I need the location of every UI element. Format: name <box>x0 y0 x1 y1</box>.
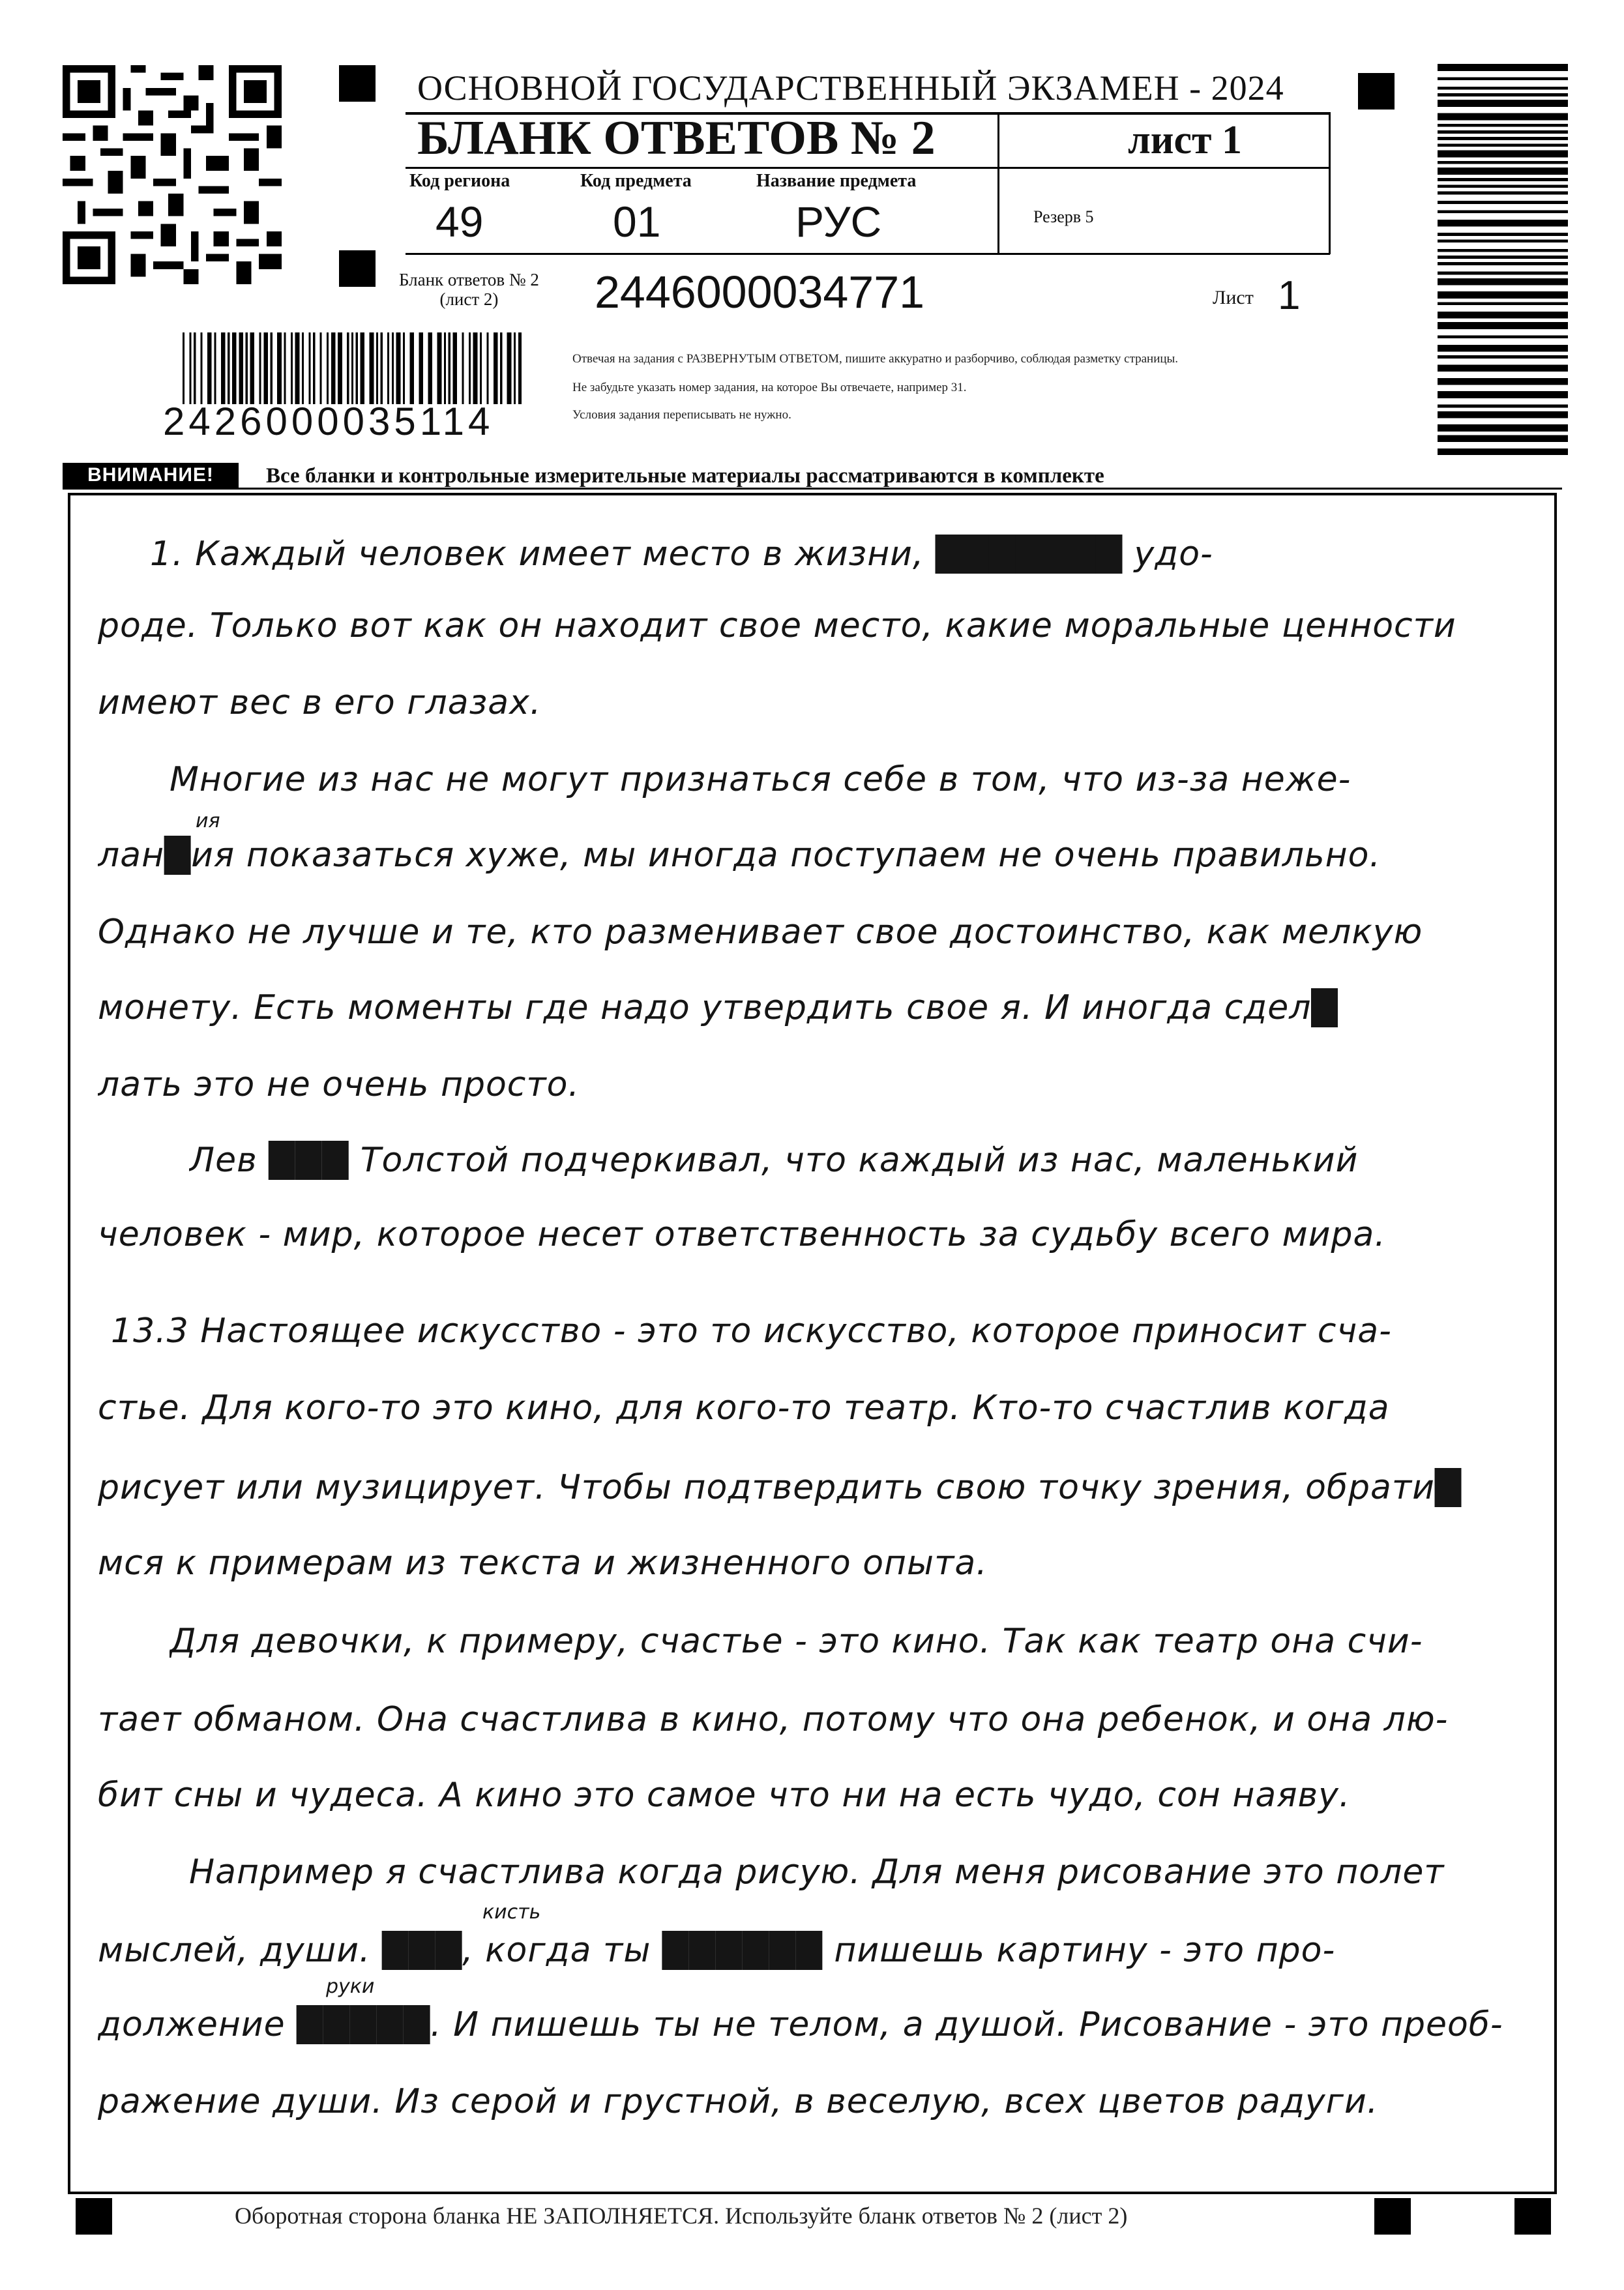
registration-marker-bottom-left <box>76 2198 112 2235</box>
warning-text: Все бланки и контрольные измерительные материалы рассматриваются в комплекте <box>266 464 1104 488</box>
subject-name-label: Название предмета <box>756 171 917 191</box>
handwritten-line: мыслей, души. ███, когда ты ██████ пишешь картину - это про- <box>98 1931 1336 1970</box>
form-title: БЛАНК ОТВЕТОВ № 2 <box>417 111 936 165</box>
blank-label <box>399 270 539 309</box>
handwritten-correction: руки <box>326 1975 375 1998</box>
handwritten-correction: ия <box>196 810 220 832</box>
header-divider-vertical <box>997 112 999 254</box>
blank-number: 2446000034771 <box>595 267 925 317</box>
handwritten-line: тает обманом. Она счастлива в кино, потому что она ребенок, и она лю- <box>98 1700 1449 1739</box>
region-code-value: 49 <box>436 198 484 246</box>
subject-code-label: Код предмета <box>580 171 692 191</box>
region-code-label: Код региона <box>409 171 510 191</box>
handwritten-line: Однако не лучше и те, кто разменивает свое достоинство, как мелкую <box>98 913 1423 952</box>
list-number: 1 <box>1278 273 1301 318</box>
warning-underline <box>63 488 1562 490</box>
handwritten-line: лать это не очень просто. <box>98 1065 580 1104</box>
registration-marker-mid-left <box>339 250 376 287</box>
barcode-icon <box>183 332 522 404</box>
registration-marker-top-left <box>339 65 376 102</box>
handwritten-line: лан█ия показаться хуже, мы иногда поступаем не очень правильно. <box>98 836 1381 875</box>
subject-code-value: 01 <box>613 198 661 246</box>
handwritten-line: ражение души. Из серой и грустной, в веселую, всех цветов радуги. <box>98 2082 1379 2121</box>
header-box-bottom <box>406 253 1330 255</box>
header-divider-horizontal <box>406 167 1330 169</box>
handwritten-line: монету. Есть моменты где надо утвердить свое я. И иногда сдел█ <box>98 988 1338 1027</box>
registration-marker-bottom-mid <box>1374 2198 1411 2235</box>
subject-name-value: РУС <box>795 198 882 246</box>
handwritten-line: человек - мир, которое несет ответственность за судьбу всего мира. <box>98 1215 1386 1254</box>
side-barcode-icon <box>1438 64 1568 455</box>
list-label: Лист <box>1213 287 1254 308</box>
header-box-right <box>1329 112 1331 254</box>
registration-marker-top-right <box>1358 73 1395 110</box>
handwritten-line: должение █████. И пишешь ты не телом, а душой. Рисование - это преоб- <box>98 2005 1503 2044</box>
handwritten-correction: кисть <box>482 1901 541 1924</box>
warning-badge: ВНИМАНИЕ! <box>63 463 239 488</box>
handwritten-line: Для девочки, к примеру, счастье - это кино. Так как театр она счи- <box>170 1622 1423 1661</box>
exam-title: ОСНОВНОЙ ГОСУДАРСТВЕННЫЙ ЭКЗАМЕН - 2024 <box>417 68 1284 108</box>
handwritten-line: бит сны и чудеса. А кино это самое что ни на есть чудо, сон наяву. <box>98 1776 1351 1815</box>
handwritten-line: 1. Каждый человек имеет место в жизни, ███████ удо- <box>150 535 1213 574</box>
instruction-line-1: Отвечая на задания с РАЗВЕРНУТЫМ ОТВЕТОМ, пишите аккуратно и разборчиво, соблюдая разметку страницы. <box>572 352 1179 366</box>
sheet-label: лист 1 <box>1128 118 1242 162</box>
handwritten-line: имеют вес в его глазах. <box>98 683 542 722</box>
handwritten-line: Многие из нас не могут признаться себе в том, что из-за неже- <box>170 760 1351 799</box>
handwritten-line: 13.3 Настоящее искусство - это то искусство, которое приносит сча- <box>111 1312 1392 1351</box>
handwritten-line: Лев ███ Толстой подчеркивал, что каждый из нас, маленький <box>189 1141 1359 1180</box>
handwritten-line: Например я счастлива когда рисую. Для меня рисование это полет <box>189 1853 1445 1892</box>
handwritten-line: роде. Только вот как он находит свое место, какие моральные ценности <box>98 606 1456 645</box>
blank-label-line2: (лист 2) <box>439 289 499 309</box>
handwritten-line: стье. Для кого-то это кино, для кого-то театр. Кто-то счастлив когда <box>98 1388 1390 1428</box>
registration-marker-bottom-right <box>1514 2198 1551 2235</box>
handwritten-line: мся к примерам из текста и жизненного опыта. <box>98 1544 988 1583</box>
instruction-line-3: Условия задания переписывать не нужно. <box>572 408 791 422</box>
footer-note: Оборотная сторона бланка НЕ ЗАПОЛНЯЕТСЯ. Используйте бланк ответов № 2 (лист 2) <box>235 2203 1128 2229</box>
qr-code-icon <box>63 65 282 284</box>
instruction-line-2: Не забудьте указать номер задания, на которое Вы отвечаете, например 31. <box>572 381 967 394</box>
handwritten-line: рисует или музицирует. Чтобы подтвердить свою точку зрения, обрати█ <box>98 1468 1462 1507</box>
reserve-field: Резерв 5 <box>1033 207 1094 226</box>
barcode-number: 2426000035114 <box>163 400 494 443</box>
blank-label-line1: Бланк ответов № 2 <box>399 270 539 289</box>
